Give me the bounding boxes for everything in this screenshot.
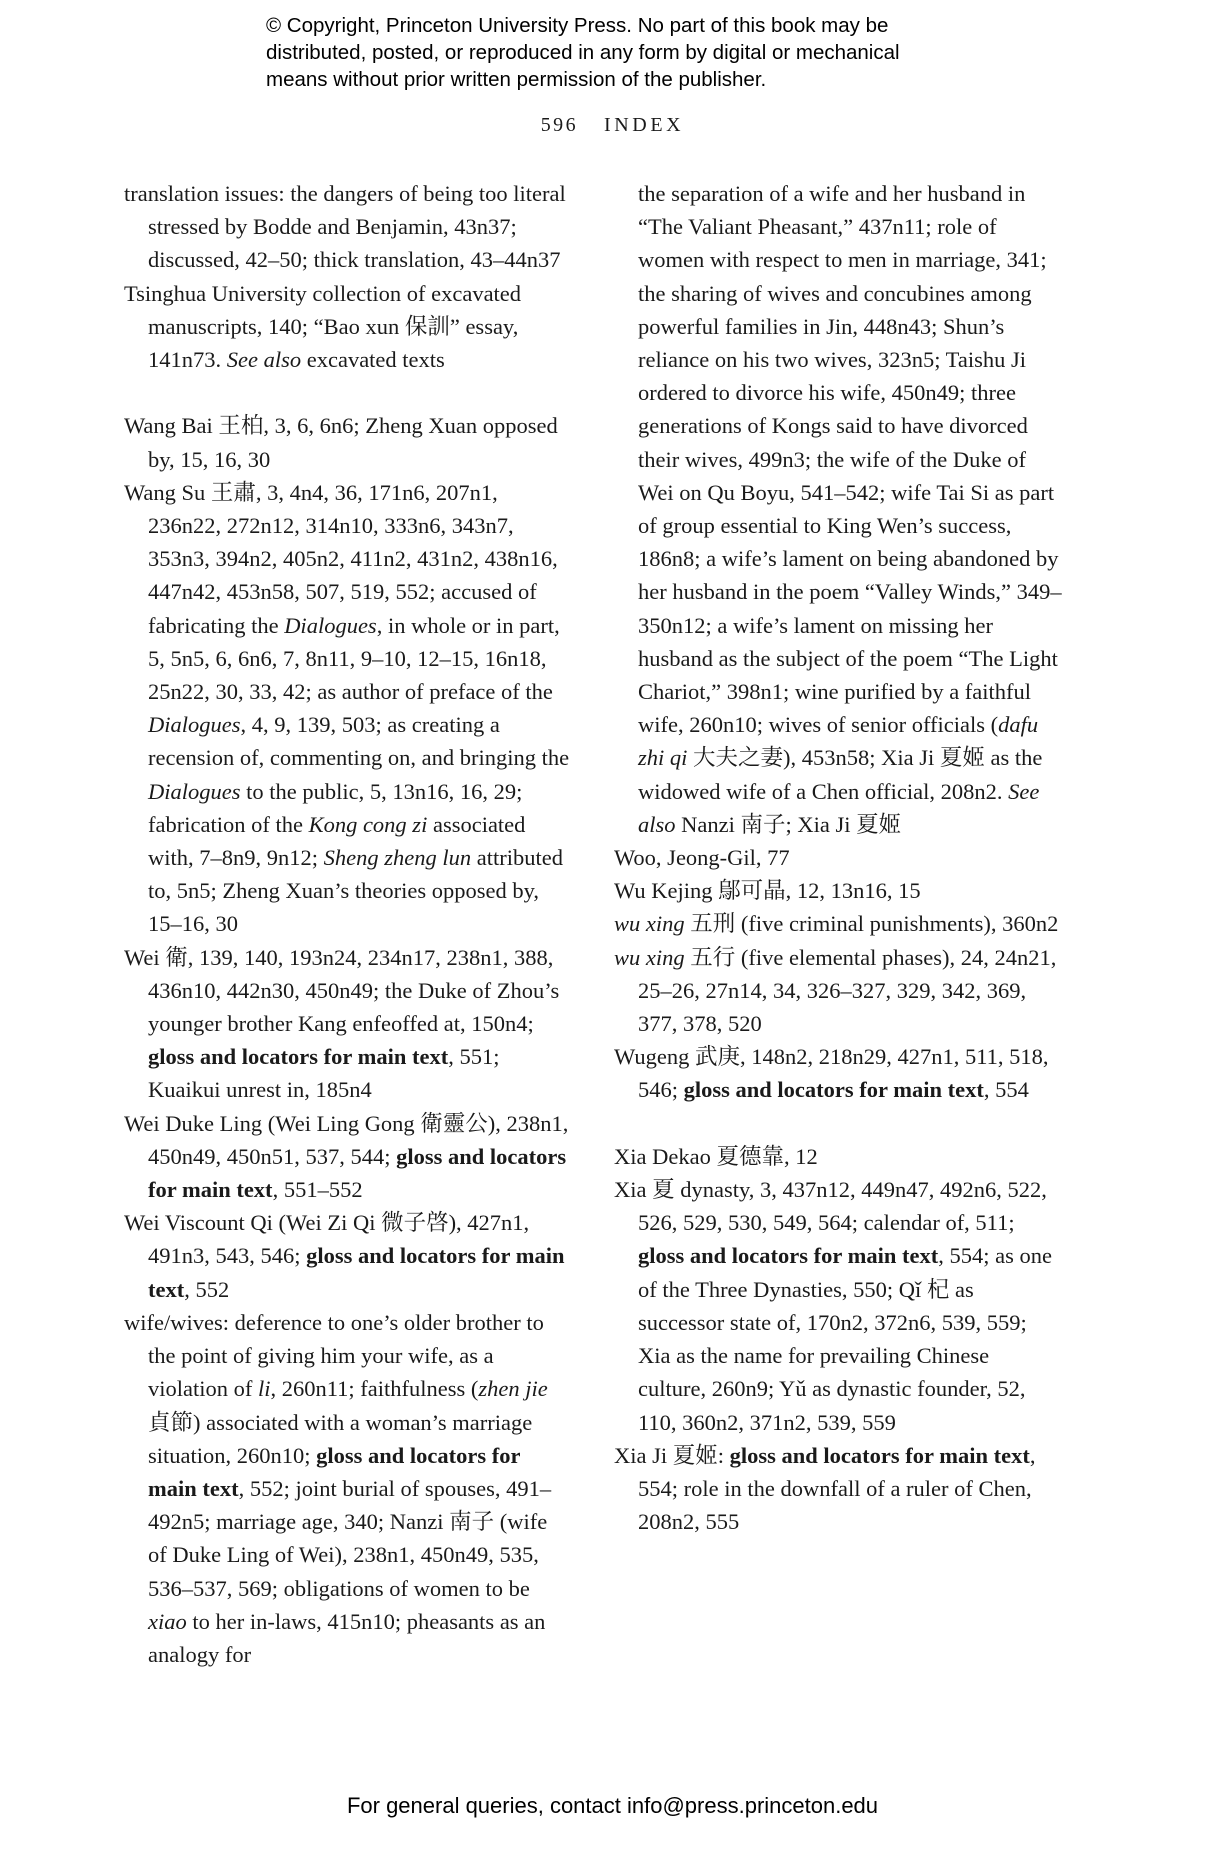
index-entry-wu-kejing: Wu Kejing 鄔可晶, 12, 13n16, 15 <box>614 878 921 904</box>
copyright-line-1: © Copyright, Princeton University Press. No part of this book may be <box>266 14 889 37</box>
index-entry-wei-duke-ling: Wei Duke Ling (Wei Ling Gong 衛靈公), 238n1, 450n49, 450n51, 537, 544; gloss and locators for main text, 551–552 <box>124 1110 569 1203</box>
index-entry-wife-wives: wife/wives: deference to one’s older brother to the point of giving him your wife, as a violation of li, 260n11; faithfulness (zhen jie 貞節) associated with a woman’s marriage situation, 260n10; gloss and locators for main text, 552; joint burial of spouses, 491–492n5; marriage age, 340; Nanzi 南子 (wife of Duke Ling of Wei), 238n1, 450n49, 535, 536–537, 569; obligations of women to be xiao to her in-laws, 415n10; pheasants as an analogy for <box>124 1309 552 1667</box>
footer-contact: For general queries, contact info@press.princeton.edu <box>346 1793 879 1818</box>
index-entry-wei: Wei 衛, 139, 140, 193n24, 234n17, 238n1, 388, 436n10, 442n30, 450n49; the Duke of Zhou’s younger brother Kang enfeoffed at, 150n4; gloss and locators for main text, 551; Kuaikui unrest in, 185n4 <box>124 944 560 1103</box>
index-entry-wei-viscount-qi: Wei Viscount Qi (Wei Zi Qi 微子啓), 427n1, 491n3, 543, 546; gloss and locators for main text, 552 <box>124 1210 565 1302</box>
index-column-left <box>124 177 570 1671</box>
index-entry-wu-xing-punishments: wu xing 五刑 (five criminal punishments), 360n2 <box>614 911 1059 937</box>
copyright-line-2: distributed, posted, or reproduced in any form by digital or mechanical <box>266 41 900 64</box>
copyright-notice <box>266 12 1026 93</box>
index-entry-wang-su: Wang Su 王肅, 3, 4n4, 36, 171n6, 207n1, 236n22, 272n12, 314n10, 333n6, 343n7, 353n3, 394n2, 405n2, 411n2, 431n2, 438n16, 447n42, 453n58, 507, 519, 552; accused of fabricating the Dialogues, in whole or in part, 5, 5n5, 6, 6n6, 7, 8n11, 9–10, 12–15, 16n18, 25n22, 30, 33, 42; as author of preface of the Dialogues, 4, 9, 139, 503; as creating a recension of, commenting on, and bringing the Dialogues to the public, 5, 13n16, 16, 29; fabrication of the Kong cong zi associated with, 7–8n9, 9n12; Sheng zheng lun attributed to, 5n5; Zheng Xuan’s theories opposed by, 15–16, 30 <box>124 479 570 937</box>
index-entry-xia-ji: Xia Ji 夏姬: gloss and locators for main text, 554; role in the downfall of a ruler of Chen, 208n2, 555 <box>614 1442 1036 1535</box>
index-entry-xia-dekao: Xia Dekao 夏德靠, 12 <box>614 1143 818 1169</box>
letter-group-gap <box>614 1107 1062 1140</box>
index-entry-translation-issues: translation issues: the dangers of being too literal stressed by Bodde and Benjamin, 43n37; discussed, 42–50; thick translation, 43–44n37 <box>124 181 566 273</box>
index-entry-woo-jeong-gil: Woo, Jeong-Gil, 77 <box>614 845 790 871</box>
section-title: INDEX <box>603 114 685 136</box>
index-column-right <box>614 177 1062 1538</box>
index-entry-xia-dynasty: Xia 夏 dynasty, 3, 437n12, 449n47, 492n6, 522, 526, 529, 530, 549, 564; calendar of, 511; gloss and locators for main text, 554; as one of the Three Dynasties, 550; Qǐ 杞 as successor state of, 170n2, 372n6, 539, 559; Xia as the name for prevailing Chinese culture, 260n9; Yǔ as dynastic founder, 52, 110, 360n2, 371n2, 539, 559 <box>614 1177 1052 1435</box>
index-entry-wugeng: Wugeng 武庚, 148n2, 218n29, 427n1, 511, 518, 546; gloss and locators for main text, 554 <box>614 1044 1049 1103</box>
letter-group-gap <box>124 376 570 409</box>
running-head <box>0 114 1225 137</box>
page-number: 596 <box>540 114 578 136</box>
index-entry-wu-xing-phases: wu xing 五行 (five elemental phases), 24, 24n21, 25–26, 27n14, 34, 326–327, 329, 342, 369, 377, 378, 520 <box>614 944 1057 1037</box>
index-entry-tsinghua-university: Tsinghua University collection of excavated manuscripts, 140; “Bao xun 保訓” essay, 141n73. See also excavated texts <box>124 280 522 373</box>
index-entry-wife-wives-continued: the separation of a wife and her husband in “The Valiant Pheasant,” 437n11; role of women with respect to men in marriage, 341; the sharing of wives and concubines among powerful families in Jin, 448n43; Shun’s reliance on his two wives, 323n5; Taishu Ji ordered to divorce his wife, 450n49; three generations of Kongs said to have divorced their wives, 499n3; the wife of the Duke of Wei on Qu Boyu, 541–542; wife Tai Si as part of group essential to King Wen’s success, 186n8; a wife’s lament on being abandoned by her husband in the poem “Valley Winds,” 349–350n12; a wife’s lament on missing her husband as the subject of the poem “The Light Chariot,” 398n1; wine purified by a faithful wife, 260n10; wives of senior officials (dafu zhi qi 大夫之妻), 453n58; Xia Ji 夏姬 as the widowed wife of a Chen official, 208n2. See also Nanzi 南子; Xia Ji 夏姬 <box>638 181 1062 837</box>
index-entry-wang-bai: Wang Bai 王柏, 3, 6, 6n6; Zheng Xuan opposed by, 15, 16, 30 <box>124 413 558 472</box>
copyright-line-3: means without prior written permission of the publisher. <box>266 68 767 91</box>
